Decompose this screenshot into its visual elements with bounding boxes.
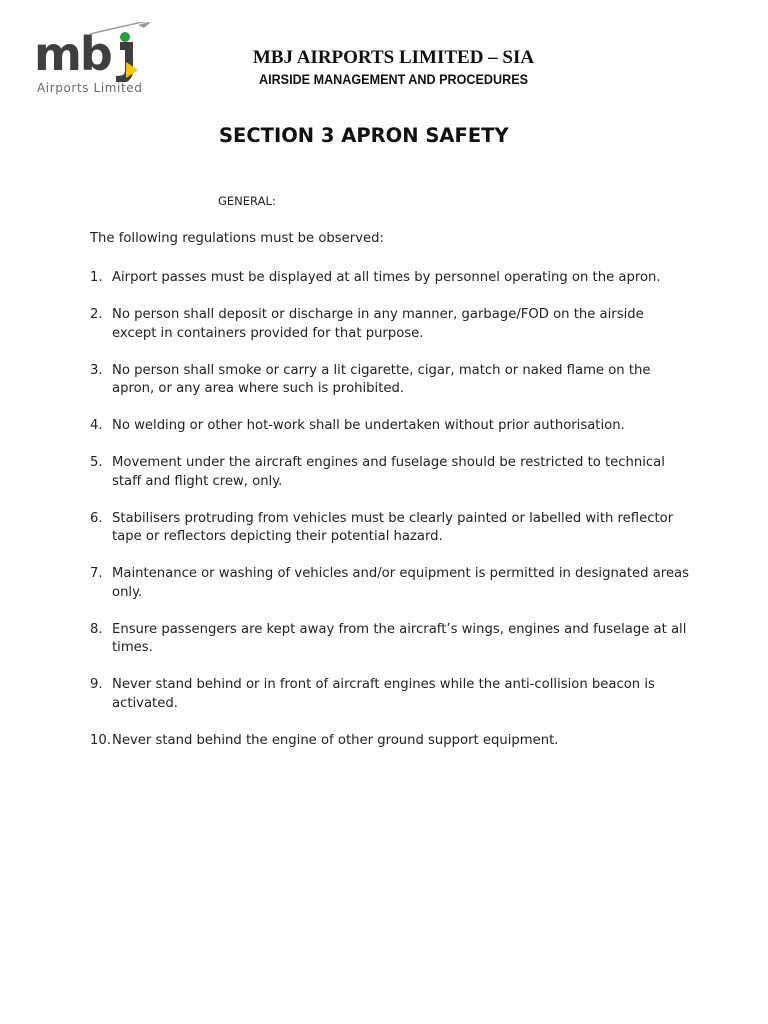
mbj-wordmark-icon: [34, 22, 159, 82]
item-text: No person shall deposit or discharge in any manner, garbage/FOD on the airside except in containers provided for that purpose.: [112, 307, 644, 341]
list-item: [90, 565, 690, 602]
section-title: SECTION 3 APRON SAFETY: [219, 124, 509, 147]
intro-text: The following regulations must be observed:: [90, 231, 384, 246]
item-text: Movement under the aircraft engines and fuselage should be restricted to technical staff and flight crew, only.: [112, 455, 665, 489]
item-number: 3.: [90, 362, 103, 378]
mbj-airports-logo: [34, 22, 159, 100]
item-number: 10.: [90, 732, 111, 748]
item-number: 8.: [90, 621, 103, 637]
list-item: [90, 676, 690, 713]
item-number: 9.: [90, 677, 103, 692]
list-item: [90, 269, 690, 288]
item-text: No person shall smoke or carry a lit cigarette, cigar, match or naked flame on the apron, or any area where such is prohibited.: [112, 362, 651, 396]
item-text: Never stand behind or in front of aircraft engines while the anti-collision beacon is activated.: [112, 677, 655, 711]
svg-text:mb: mb: [34, 27, 111, 81]
item-number: 6.: [90, 510, 103, 526]
list-item: [90, 306, 690, 343]
list-item: [90, 732, 690, 751]
item-text: Never stand behind the engine of other ground support equipment.: [112, 732, 559, 748]
item-text: Ensure passengers are kept away from the aircraft’s wings, engines and fuselage at all times.: [112, 621, 687, 655]
subheading-general: GENERAL:: [218, 194, 276, 208]
department-heading: AIRSIDE MANAGEMENT AND PROCEDURES: [258, 71, 529, 87]
item-number: 5.: [90, 455, 103, 470]
list-item: [90, 362, 690, 399]
list-item: [90, 621, 690, 658]
item-text: No welding or other hot-work shall be undertaken without prior authorisation.: [112, 418, 625, 433]
item-number: 1.: [90, 270, 103, 285]
item-number: 7.: [90, 566, 103, 581]
item-text: Stabilisers protruding from vehicles must be clearly painted or labelled with reflector tape or reflectors depicting their potential hazard.: [112, 510, 674, 544]
item-text: Airport passes must be displayed at all times by personnel operating on the apron.: [112, 270, 661, 285]
company-name: MBJ AIRPORTS LIMITED – SIA: [252, 47, 535, 68]
item-number: 4.: [90, 418, 103, 433]
item-text: Maintenance or washing of vehicles and/or equipment is permitted in designated areas only.: [112, 566, 690, 600]
regulations-list: [90, 269, 690, 769]
logo-caption: Airports Limited: [37, 81, 143, 95]
list-item: [90, 454, 690, 491]
list-item: [90, 417, 690, 436]
item-number: 2.: [90, 307, 103, 322]
list-item: [90, 510, 690, 547]
